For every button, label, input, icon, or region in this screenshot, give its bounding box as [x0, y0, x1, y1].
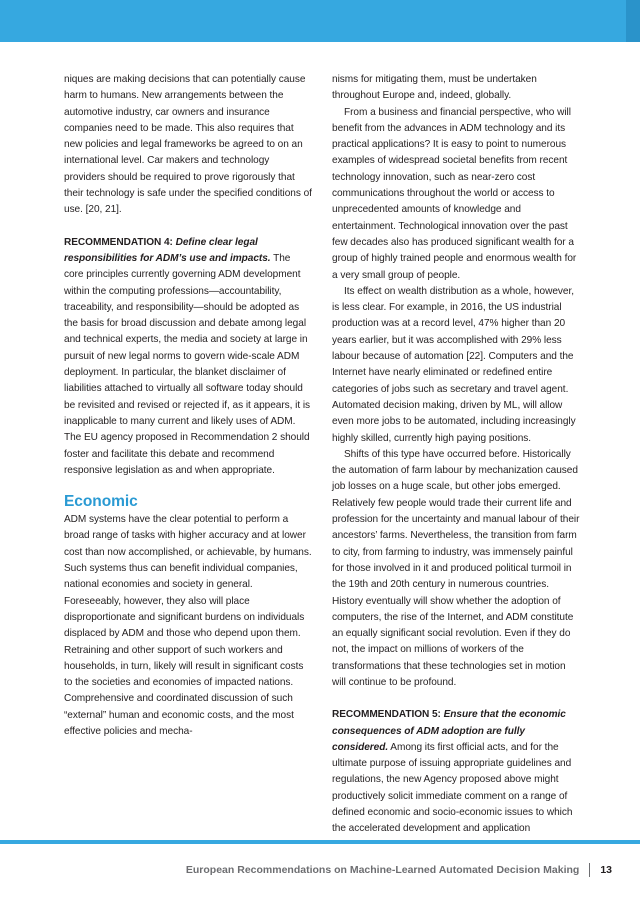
paragraph-autonomous-vehicles: niques are making decisions that can potentially cause harm to humans. New arrangements between the automotive industry, car owners and insurance companies need to be made. This also requires that new policies and legal frameworks be agreed to on an international level. Car makers and technology providers should be required to prove rigorously that their technology is safe under the specified conditions of use. [20, 21].	[64, 74, 312, 216]
footer-separator	[589, 863, 590, 877]
recommendation-4-title: Define clear legal responsibilities for ADM’s use and impacts.	[64, 236, 271, 264]
paragraph-economic: ADM systems have the clear potential to perform a broad range of tasks with higher accuracy and at lower cost than now accomplished, or achievable, by humans. Such systems thus can benefit individual companies, national economies and society in general. Foreseeably, however, they also will place disproportionate and significant burdens on individuals displaced by ADM and those who depend upon them. Retraining and other support of such workers and households, in turn, likely will result in significant costs to the societies and economies of impacted nations. Comprehensive and coordinated discussion of such “external” human and economic costs, and the most effective policies and mecha-	[64, 514, 312, 737]
recommendation-5-body: Among its first official acts, and for the ultimate purpose of issuing appropriate guidelines and regulations, the new Agency proposed above might productively solicit immediate comment on a range of defined economic and socio-economic issues to which the accelerated development and application	[332, 741, 573, 835]
paragraph-business-perspective: From a business and financial perspective, who will benefit from the advances in ADM technology and its practical applications? It is easy to point to numerous examples of widespread societal benefits from recent technology innovation, such as near-zero cost communications throughout the world or access to unprecedented amounts of knowledge and entertainment. Technological innovation over the past few decades also has produced significant wealth for a group of highly trained people and enormous wealth for a very small group of people.	[332, 106, 577, 281]
recommendation-4-label: RECOMMENDATION 4:	[64, 236, 176, 248]
footer-title: European Recommendations on Machine-Learned Automated Decision Making	[185, 864, 580, 876]
right-column	[332, 72, 580, 838]
paragraph-mitigation: nisms for mitigating them, must be undertaken throughout Europe and, indeed, globally.	[332, 74, 537, 102]
header-band-edge	[626, 0, 640, 42]
paragraph-wealth-distribution: Its effect on wealth distribution as a whole, however, is less clear. For example, in 2016, the US industrial production was at a record level, 47% higher than 20 years earlier, but it was accomplished with 29% less labour because of automation [22]. Computers and the Internet have nearly eliminated or redefined entire categories of jobs such as secretary and travel agent. Automated decision making, driven by ML, will allow even more jobs to be automated, including increasingly highly skilled, currently high paying positions.	[332, 285, 576, 444]
page-number: 13	[600, 864, 612, 876]
page-footer	[186, 863, 612, 877]
recommendation-5	[332, 707, 580, 837]
recommendation-5-label: RECOMMENDATION 5:	[332, 709, 444, 721]
header-band	[0, 0, 640, 42]
paragraph-historical-shifts: Shifts of this type have occurred before. Historically the automation of farm labour by mechanization caused job losses on a huge scale, but other jobs emerged. Relatively few people would trade their current life and profession for the uncertainty and manual labour of their ancestors’ farms. Nevertheless, the transition from farm to city, from farming to industry, was immensely painful for those involved in it and produced political turmoil in the 19th and 20th century in numerous countries. History eventually will show whether the adoption of computers, the rise of the Internet, and ADM constitute an equally significant social revolution. Even if they do not, the impact on millions of workers of the transformations that these technologies set in motion will continue to be profound.	[332, 448, 580, 688]
recommendation-4-body: The core principles currently governing ADM development within the computing professions—accountability, traceability, and responsibility—should be adopted as the basis for broad discussion and debate among legal and technical experts, the media and society at large in pursuit of new legal norms to govern wide-scale ADM deployment. In particular, the blanket disclaimer of liabilities attached to virtually all software today should be revisited and revised or rejected if, as it appears, it is inapplicable to many current and likely uses of ADM. The EU agency proposed in Recommendation 2 should foster and facilitate this debate and recommend responsive legislation as and when appropriate.	[64, 252, 311, 476]
section-heading-economic: Economic	[64, 493, 138, 511]
footer-rule	[0, 840, 640, 844]
recommendation-5-title: Ensure that the economic consequences of ADM adoption are fully considered.	[332, 709, 566, 753]
left-column	[64, 72, 312, 740]
recommendation-4	[64, 235, 312, 479]
